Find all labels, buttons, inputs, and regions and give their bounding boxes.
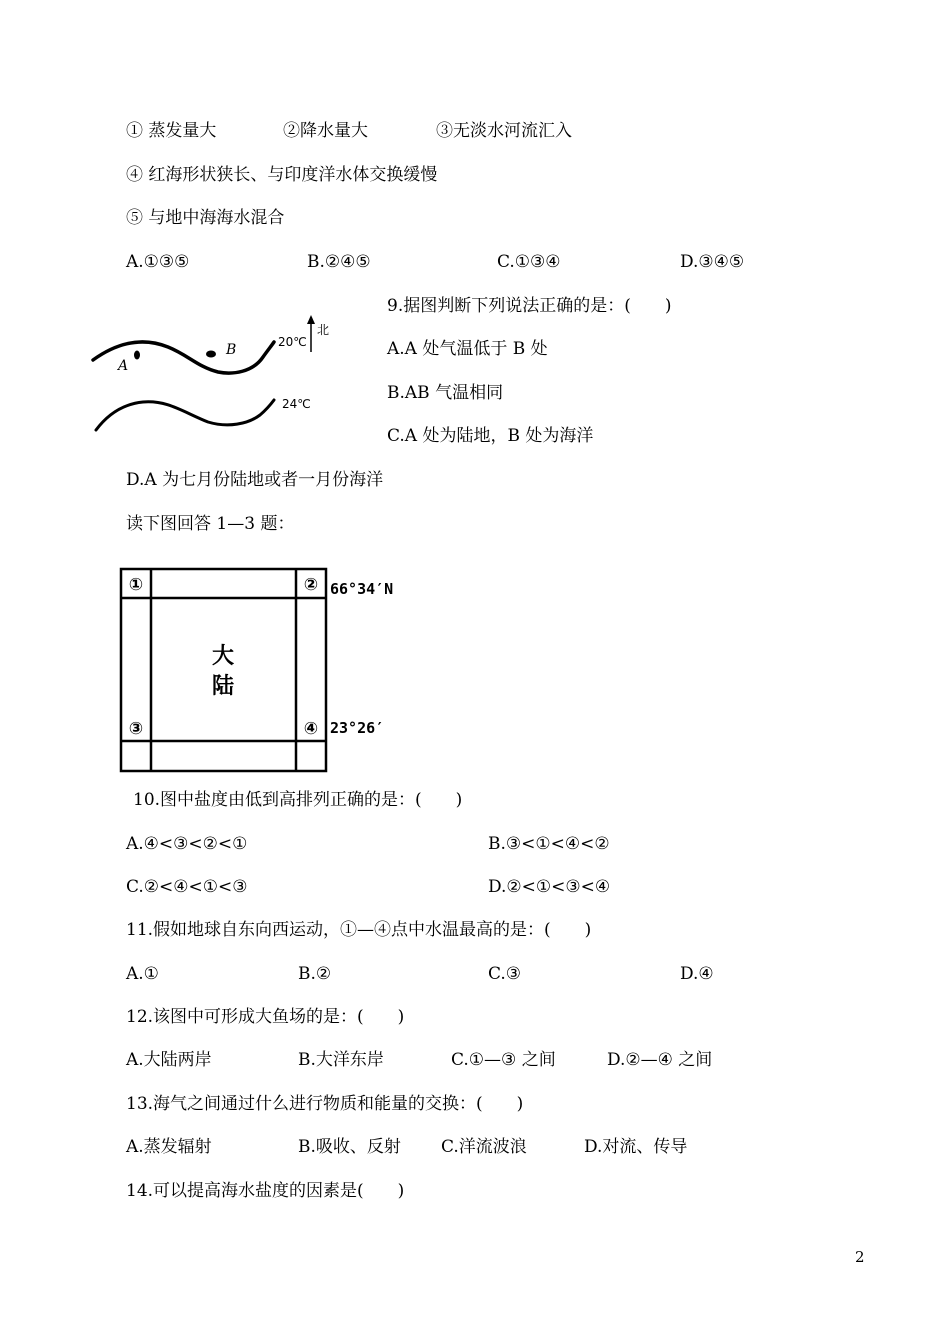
q10-answer-c: C.②<④<①<③ [126,877,248,897]
continent-label-line2: 陆 [211,674,235,699]
q8-answer-a: A.①③⑤ [126,252,190,272]
q12-answer-d: D.②—④ 之间 [607,1050,713,1070]
q13-answer-b: B.吸收、反射 [298,1137,401,1157]
q11-answer-a: A.① [126,964,159,984]
isotherm-figure [88,312,348,437]
q10-question: 10.图中盐度由低到高排列正确的是：( ) [133,790,463,810]
latitude-bottom-label: 23°26′ [330,719,385,737]
q8-option-3: ③无淡水河流汇入 [436,121,572,141]
isotherm-20-label: 20℃ [278,335,307,349]
continent-outline [151,598,296,741]
isotherm-24-label: 24℃ [282,397,311,411]
q8-answer-c: C.①③④ [497,252,561,272]
q10-answer-b: B.③<①<④<② [488,834,610,854]
north-label: 北 [317,323,330,337]
q8-option-5: ⑤ 与地中海海水混合 [126,208,285,228]
corner-label-4: ④ [303,719,319,739]
q8-answer-b: B.②④⑤ [307,252,371,272]
q12-answer-c: C.①—③ 之间 [451,1050,556,1070]
q9-question: 9.据图判断下列说法正确的是：( ) [387,296,672,316]
point-a-dot [134,351,140,360]
q12-answer-a: A.大陆两岸 [126,1050,212,1070]
q8-option-1: ① 蒸发量大 [126,121,217,141]
page-number: 2 [855,1248,865,1266]
q14-question: 14.可以提高海水盐度的因素是( ) [126,1181,405,1201]
corner-label-2: ② [303,575,319,595]
point-a-label: A [118,358,129,374]
q9-answer-a: A.A 处气温低于 B 处 [387,339,548,359]
point-b-dot [206,351,216,358]
continent-label-line1: 大 [211,644,235,669]
q13-question: 13.海气之间通过什么进行物质和能量的交换：( ) [126,1094,524,1114]
q11-answer-b: B.② [298,964,332,984]
latitude-top-label: 66°34′N [330,580,394,598]
q11-answer-d: D.④ [680,964,714,984]
q10-answer-a: A.④<③<②<① [126,834,248,854]
q12-answer-b: B.大洋东岸 [298,1050,384,1070]
intro-text: 读下图回答 1—3 题： [126,514,295,534]
corner-label-3: ③ [128,719,144,739]
q13-answer-c: C.洋流波浪 [441,1137,527,1157]
q11-answer-c: C.③ [488,964,522,984]
q11-question: 11.假如地球自东向西运动，①—④点中水温最高的是：( ) [126,920,592,940]
q8-option-2: ②降水量大 [283,121,368,141]
north-arrow-icon [307,315,315,324]
q10-answer-d: D.②<①<③<④ [488,877,611,897]
q12-question: 12.该图中可形成大鱼场的是：( ) [126,1007,405,1027]
continent-figure [118,566,418,778]
corner-label-1: ① [128,575,144,595]
q8-option-4: ④ 红海形状狭长、与印度洋水体交换缓慢 [126,165,438,185]
q13-answer-a: A.蒸发辐射 [126,1137,212,1157]
q9-answer-b: B.AB 气温相同 [387,383,504,403]
q8-answer-d: D.③④⑤ [680,252,745,272]
point-b-label: B [226,342,237,358]
q9-answer-d: D.A 为七月份陆地或者一月份海洋 [126,470,384,490]
q13-answer-d: D.对流、传导 [584,1137,688,1157]
q9-answer-c: C.A 处为陆地，B 处为海洋 [387,426,594,446]
isotherm-24-line [96,400,274,430]
